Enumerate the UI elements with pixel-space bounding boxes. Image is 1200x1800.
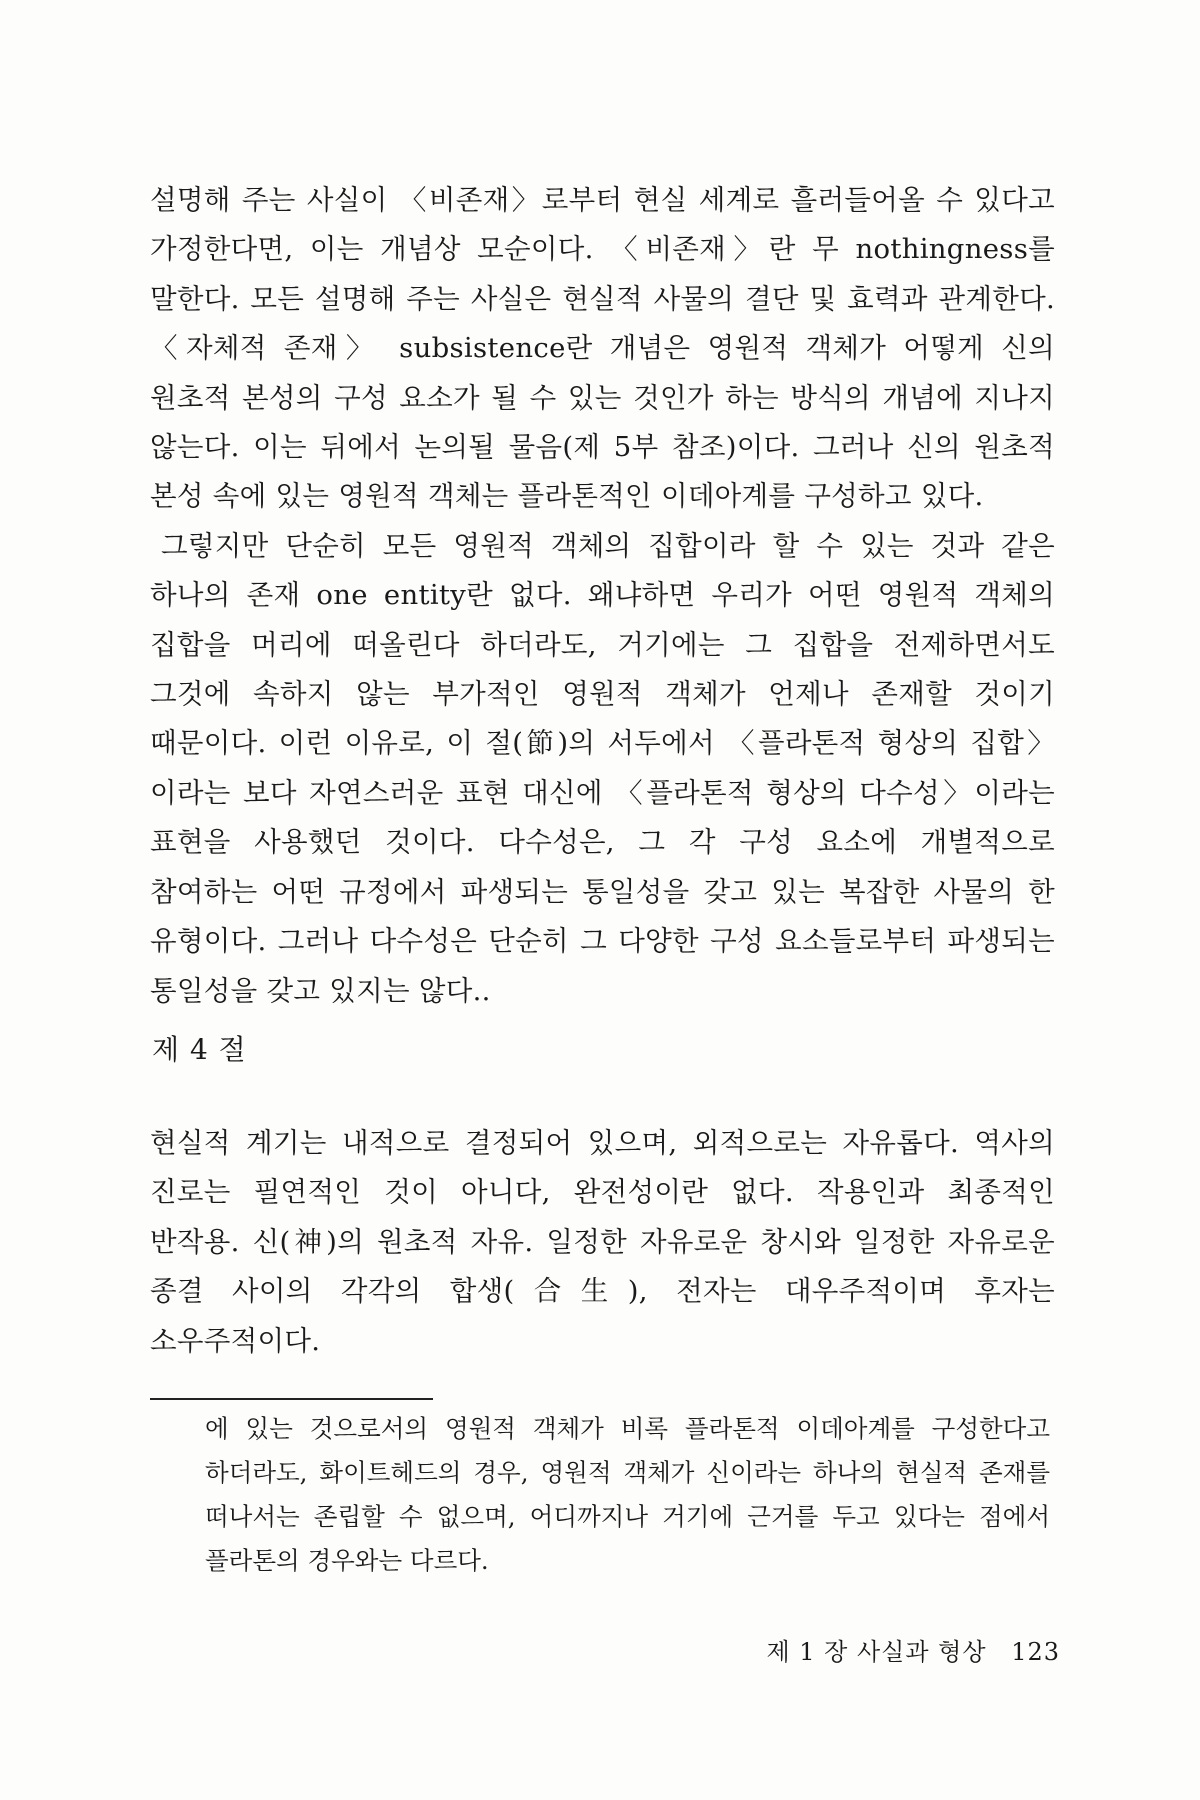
main-text-block — [150, 176, 1055, 1016]
running-footer — [700, 1637, 1060, 1667]
body-paragraph: 설명해 주는 사실이 〈비존재〉로부터 현실 세계로 흘러들어올 수 있다고 가정한다면, 이는 개념상 모순이다. 〈비존재〉란 무 nothingness를 말한다. 모든 설명해 주는 사실은 현실적 사물의 결단 및 효력과 관계한다. 〈자체적 존재〉 subsistence란 개념은 영원적 객체가 어떻게 신의 원초적 본성의 구성 요소가 될 수 있는 것인가 하는 방식의 개념에 지나지 않는다. 이는 뒤에서 논의될 물음(제 5부 참조)이다. 그러나 신의 원초적 본성 속에 있는 영원적 객체는 플라톤적인 이데아계를 구성하고 있다. — [150, 184, 1055, 513]
chapter-number: 제 1 장 — [766, 1638, 849, 1666]
page-number: 123 — [1011, 1638, 1060, 1666]
chapter-title: 사실과 형상 — [856, 1638, 987, 1666]
section-heading: 제 4 절 — [152, 1033, 247, 1066]
footnote-divider — [150, 1398, 433, 1400]
footnote-text: 에 있는 것으로서의 영원적 객체가 비록 플라톤적 이데아계를 구성한다고 하더라도, 화이트헤드의 경우, 영원적 객체가 신이라는 하나의 현실적 존재를 떠나서는 존립할 수 없으며, 어디까지나 거기에 근거를 두고 있다는 점에서 플라톤의 경우와는 다르다. — [205, 1414, 1050, 1575]
section-summary-paragraph: 현실적 계기는 내적으로 결정되어 있으며, 외적으로는 자유롭다. 역사의 진로는 필연적인 것이 아니다, 완전성이란 없다. 작용인과 최종적인 반작용. 신(神)의 원초적 자유. 일정한 자유로운 창시와 일정한 자유로운 종결 사이의 각각의 합생(合生), 전자는 대우주적이며 후자는 소우주적이다. — [150, 1127, 1055, 1357]
body-paragraph: 그렇지만 단순히 모든 영원적 객체의 집합이라 할 수 있는 것과 같은 하나의 존재 one entity란 없다. 왜냐하면 우리가 어떤 영원적 객체의 집합을 머리에 떠올린다 하더라도, 거기에는 그 집합을 전제하면서도 그것에 속하지 않는 부가적인 영원적 객체가 언제나 존재할 것이기 때문이다. 이런 이유로, 이 절(節)의 서두에서 〈플라톤적 형상의 집합〉이라는 보다 자연스러운 표현 대신에 〈플라톤적 형상의 다수성〉이라는 표현을 사용했던 것이다. 다수성은, 그 각 구성 요소에 개별적으로 참여하는 어떤 규정에서 파생되는 통일성을 갖고 있는 복잡한 사물의 한 유형이다. 그러나 다수성은 단순히 그 다양한 구성 요소들로부터 파생되는 통일성을 갖고 있지는 않다.. — [150, 529, 1055, 1007]
